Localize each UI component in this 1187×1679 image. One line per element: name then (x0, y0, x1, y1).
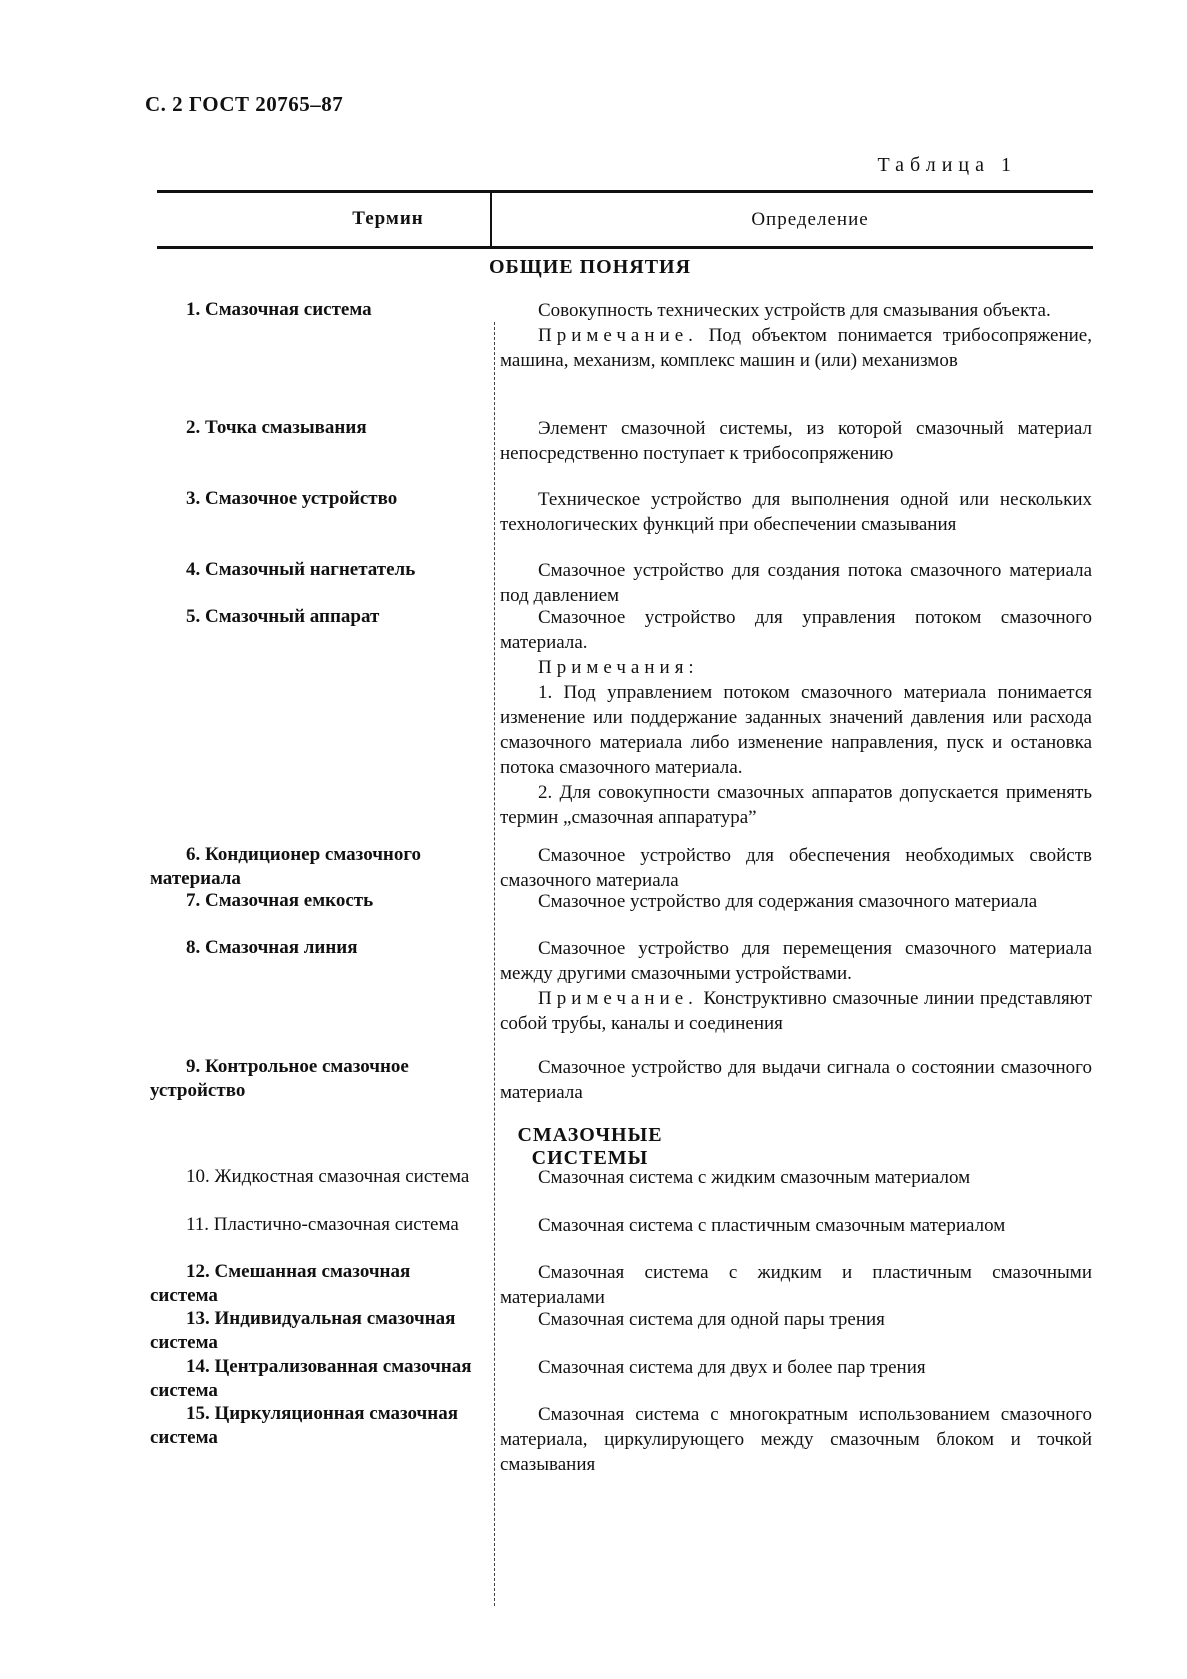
note-2: 2. Для совокупности смазочных аппаратов допускается применять термин „смазочная аппаратура” (500, 782, 1092, 828)
definition-2 (500, 416, 1092, 466)
term-15: 15. Циркуляционная смазочная система (150, 1403, 458, 1448)
definition-text: Смазочное устройство для создания потока смазочного материала под давлением (500, 560, 1092, 606)
table-caption: Таблица 1 (877, 154, 1017, 176)
term-14: 14. Централизованная смазочная система (150, 1356, 472, 1401)
term-5: 5. Смазочный аппарат (186, 606, 380, 627)
term-6: 6. Кондиционер смазочного материала (150, 844, 422, 889)
definition-7 (500, 889, 1092, 914)
definition-text: Смазочное устройство для обеспечения необходимых свойств смазочного материала (500, 845, 1092, 891)
definition-text: Смазочная система с многократным использованием смазочного материала, циркулирующего между смазочным блоком и точкой смазывания (500, 1404, 1092, 1475)
note-label: Примечание. (538, 325, 698, 346)
definition-text: Смазочная система с жидким и пластичным смазочными материалами (500, 1262, 1092, 1308)
definition-3 (500, 487, 1092, 537)
definition-6 (500, 843, 1092, 893)
definition-text: Смазочное устройство для перемещения смазочного материала между другими смазочными устройствами. (500, 938, 1092, 984)
notes-label: Примечания: (538, 657, 699, 678)
definition-11 (500, 1213, 1092, 1238)
column-header-definition: Определение (751, 209, 869, 230)
table-header-rule (157, 246, 1093, 249)
term-10: 10. Жидкостная смазочная система (186, 1166, 470, 1187)
definition-text: Смазочное устройство для управления потоком смазочного материала. (500, 607, 1092, 653)
note (500, 986, 1092, 1036)
section-title: СМАЗОЧНЫЕ СИСТЕМЫ (517, 1124, 663, 1169)
term-9: 9. Контрольное смазочное устройство (150, 1056, 409, 1101)
note-label: Примечание. (538, 988, 698, 1009)
section-title: ОБЩИЕ ПОНЯТИЯ (488, 256, 692, 278)
definition-text: Смазочное устройство для выдачи сигнала о состоянии смазочного материала (500, 1057, 1092, 1103)
body-column-separator (494, 322, 495, 1606)
term-2: 2. Точка смазывания (186, 417, 367, 438)
definition-8 (500, 936, 1092, 1036)
definition-1 (500, 298, 1092, 373)
definition-text: Смазочное устройство для содержания смазочного материала (538, 891, 1038, 912)
definition-text: Смазочная система для двух и более пар трения (538, 1357, 926, 1378)
definition-text: Совокупность технических устройств для смазывания объекта. (538, 300, 1051, 321)
definition-12 (500, 1260, 1092, 1310)
definition-13 (500, 1307, 1092, 1332)
term-3: 3. Смазочное устройство (186, 488, 398, 509)
term-12: 12. Смешанная смазочная система (150, 1261, 411, 1306)
definition-5 (500, 605, 1092, 830)
definition-text: Смазочная система с жидким смазочным материалом (538, 1167, 971, 1188)
page-header: С. 2 ГОСТ 20765–87 (145, 92, 344, 116)
term-8: 8. Смазочная линия (186, 937, 358, 958)
definition-14 (500, 1355, 1092, 1380)
definition-text: Техническое устройство для выполнения одной или нескольких технологических функций при обеспечении смазывания (500, 489, 1092, 535)
table-top-rule (157, 190, 1093, 193)
definition-text: Смазочная система для одной пары трения (538, 1309, 885, 1330)
term-7: 7. Смазочная емкость (186, 890, 374, 911)
note (500, 323, 1092, 373)
column-header-term: Термин (352, 208, 424, 229)
definition-text: Элемент смазочной системы, из которой смазочный материал непосредственно поступает к трибосопряжению (500, 418, 1092, 464)
definition-15 (500, 1402, 1092, 1477)
note-1: 1. Под управлением потоком смазочного материала понимается изменение или поддержание заданных значений давления или расхода смазочного материала либо изменение направления, пуск и остановка потока смазочного материала. (500, 682, 1092, 778)
definition-text: Смазочная система с пластичным смазочным материалом (538, 1215, 1006, 1236)
definition-4 (500, 558, 1092, 608)
term-1: 1. Смазочная система (186, 299, 372, 320)
definition-10 (500, 1165, 1092, 1190)
term-13: 13. Индивидуальная смазочная система (150, 1308, 456, 1353)
term-4: 4. Смазочный нагнетатель (186, 559, 416, 580)
term-11: 11. Пластично-смазочная система (186, 1214, 459, 1235)
note-text: Конструктивно смазочные линии представляют собой трубы, каналы и соединения (500, 988, 1092, 1034)
note-text: Под объектом понимается трибосопряжение, машина, механизм, комплекс машин и (или) механизмов (500, 325, 1092, 371)
header-column-separator (490, 191, 492, 246)
definition-9 (500, 1055, 1092, 1105)
